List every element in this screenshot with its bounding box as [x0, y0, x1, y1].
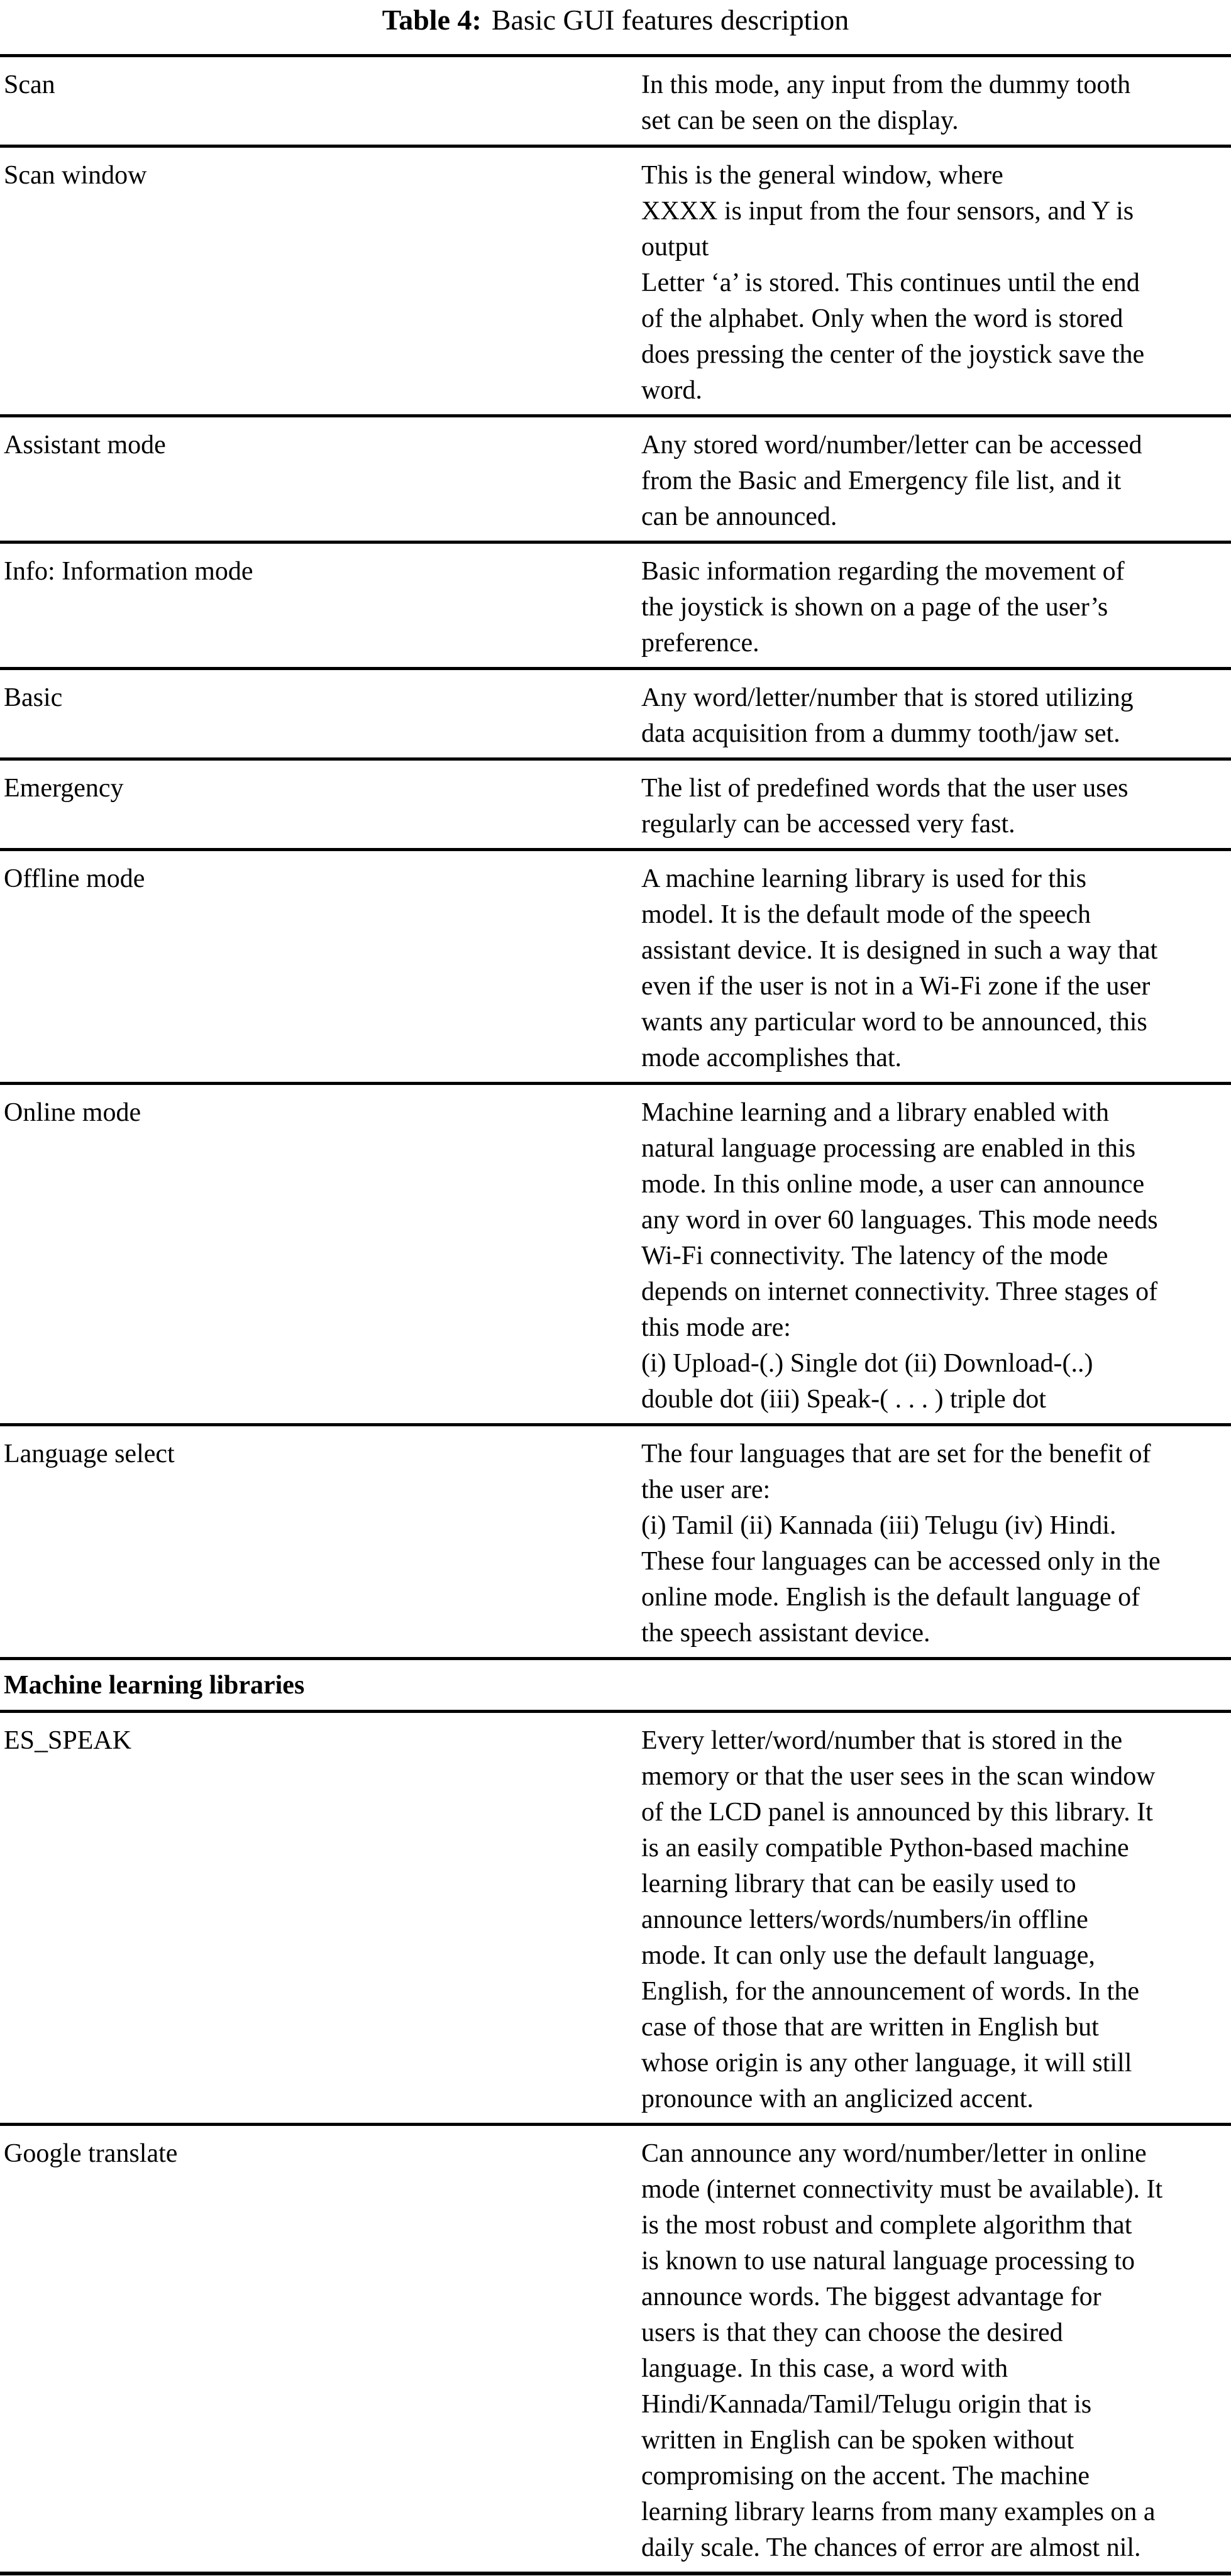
description-line: Wi-Fi connectivity. The latency of the mode	[641, 1241, 1108, 1270]
table-row	[0, 148, 1231, 414]
description-line: mode. In this online mode, a user can announce	[641, 1170, 1145, 1199]
description-line: language. In this case, a word with	[641, 2354, 1008, 2383]
table-row	[0, 417, 1231, 541]
row-label: Assistant mode	[4, 431, 166, 460]
description-line: case of those that are written in English but	[641, 2013, 1099, 2042]
description-line: announce letters/words/numbers/in offline	[641, 1905, 1088, 1934]
description-line: mode accomplishes that.	[641, 1043, 902, 1072]
row-label: Online mode	[4, 1098, 141, 1127]
description-line: learning library that can be easily used to	[641, 1869, 1076, 1898]
row-label: Google translate	[4, 2139, 178, 2168]
description-line: any word in over 60 languages. This mode needs	[641, 1206, 1158, 1235]
description-line: Basic information regarding the movement of	[641, 557, 1125, 586]
description-line: (i) Tamil (ii) Kannada (iii) Telugu (iv) Hindi.	[641, 1511, 1117, 1540]
description-line: double dot (iii) Speak-( . . . ) triple dot	[641, 1385, 1046, 1414]
description-line: depends on internet connectivity. Three stages of	[641, 1277, 1158, 1306]
description-line: the speech assistant device.	[641, 1619, 930, 1648]
table-row	[0, 1713, 1231, 2123]
description-line: This is the general window, where	[641, 161, 1003, 190]
description-line: learning library learns from many examples on a	[641, 2497, 1156, 2526]
description-line: In this mode, any input from the dummy tooth	[641, 70, 1131, 99]
description-line: output	[641, 233, 709, 261]
row-label: Scan window	[4, 161, 147, 190]
description-line: regularly can be accessed very fast.	[641, 810, 1015, 839]
row-label: Basic	[4, 683, 63, 712]
description-line: whose origin is any other language, it will still	[641, 2049, 1132, 2078]
table-section-row	[0, 1660, 1231, 1710]
description-line: The four languages that are set for the benefit of	[641, 1439, 1151, 1468]
description-line: English, for the announcement of words. In the	[641, 1977, 1139, 2006]
description-line: the user are:	[641, 1475, 771, 1504]
row-description	[641, 2136, 1231, 2566]
row-label: Language select	[4, 1439, 175, 1468]
description-line: the joystick is shown on a page of the user’s	[641, 593, 1108, 622]
description-line: assistant device. It is designed in such a way that	[641, 936, 1158, 965]
description-line: of the alphabet. Only when the word is stored	[641, 304, 1123, 333]
row-description	[641, 427, 1231, 535]
description-line: of the LCD panel is announced by this library. It	[641, 1798, 1153, 1827]
row-description	[641, 861, 1231, 1076]
description-line: data acquisition from a dummy tooth/jaw set.	[641, 719, 1120, 748]
description-line: mode. It can only use the default language,	[641, 1941, 1095, 1970]
row-description	[641, 158, 1231, 409]
description-line: is known to use natural language processing to	[641, 2247, 1135, 2276]
table-row	[0, 761, 1231, 848]
description-line: users is that they can choose the desired	[641, 2318, 1063, 2347]
description-line: written in English can be spoken without	[641, 2426, 1074, 2455]
row-label: Offline mode	[4, 864, 145, 893]
row-description	[641, 771, 1231, 842]
row-description	[641, 1095, 1231, 1417]
description-line: model. It is the default mode of the speech	[641, 900, 1091, 929]
description-line: daily scale. The chances of error are almost nil.	[641, 2533, 1141, 2562]
description-line: Can announce any word/number/letter in online	[641, 2139, 1147, 2168]
horizontal-rule	[0, 2572, 1231, 2575]
description-line: preference.	[641, 629, 759, 658]
description-line: Letter ‘a’ is stored. This continues until the end	[641, 268, 1140, 297]
description-line: (i) Upload-(.) Single dot (ii) Download-(..)	[641, 1349, 1093, 1378]
table-row	[0, 57, 1231, 145]
row-label: Info: Information mode	[4, 557, 253, 586]
description-line: Any word/letter/number that is stored utilizing	[641, 683, 1134, 712]
description-line: does pressing the center of the joystick save the	[641, 340, 1145, 369]
description-line: Hindi/Kannada/Tamil/Telugu origin that is	[641, 2390, 1092, 2419]
table-row	[0, 1426, 1231, 1657]
description-line: this mode are:	[641, 1313, 791, 1342]
table-row	[0, 2126, 1231, 2572]
row-label: Scan	[4, 70, 55, 99]
description-line: memory or that the user sees in the scan window	[641, 1762, 1156, 1791]
description-line: can be announced.	[641, 502, 837, 531]
description-line: XXXX is input from the four sensors, and Y is	[641, 197, 1134, 226]
table-row	[0, 544, 1231, 667]
description-line: compromising on the accent. The machine	[641, 2462, 1090, 2491]
description-line: set can be seen on the display.	[641, 106, 959, 135]
description-line: Every letter/word/number that is stored in the	[641, 1726, 1123, 1755]
description-line: announce words. The biggest advantage for	[641, 2282, 1101, 2311]
row-label: ES_SPEAK	[4, 1726, 132, 1755]
description-line: mode (internet connectivity must be available). It	[641, 2175, 1163, 2204]
description-line: online mode. English is the default language of	[641, 1583, 1140, 1612]
table-caption-number: Table 4:	[382, 4, 482, 36]
description-line: from the Basic and Emergency file list, and it	[641, 466, 1122, 495]
table-row	[0, 851, 1231, 1082]
description-line: These four languages can be accessed only in the	[641, 1547, 1161, 1576]
description-line: wants any particular word to be announced, this	[641, 1008, 1147, 1037]
description-line: even if the user is not in a Wi-Fi zone if the user	[641, 972, 1151, 1001]
description-line: word.	[641, 376, 702, 405]
description-line: A machine learning library is used for this	[641, 864, 1086, 893]
description-line: Any stored word/number/letter can be accessed	[641, 431, 1142, 460]
row-description	[641, 1723, 1231, 2117]
row-description	[641, 67, 1231, 139]
description-line: pronounce with an anglicized accent.	[641, 2084, 1034, 2113]
table-caption	[0, 0, 1231, 54]
row-label: Machine learning libraries	[4, 1671, 305, 1700]
gui-features-table	[0, 54, 1231, 2575]
description-line: natural language processing are enabled in this	[641, 1134, 1136, 1163]
table-row	[0, 1085, 1231, 1423]
table-caption-text: Basic GUI features description	[491, 4, 849, 36]
row-description	[641, 554, 1231, 661]
row-description	[641, 680, 1231, 752]
row-description	[641, 1436, 1231, 1651]
description-line: is the most robust and complete algorithm that	[641, 2211, 1132, 2240]
description-line: is an easily compatible Python-based machine	[641, 1834, 1129, 1863]
row-label: Emergency	[4, 774, 124, 803]
table-row	[0, 670, 1231, 757]
description-line: The list of predefined words that the user uses	[641, 774, 1129, 803]
description-line: Machine learning and a library enabled with	[641, 1098, 1110, 1127]
